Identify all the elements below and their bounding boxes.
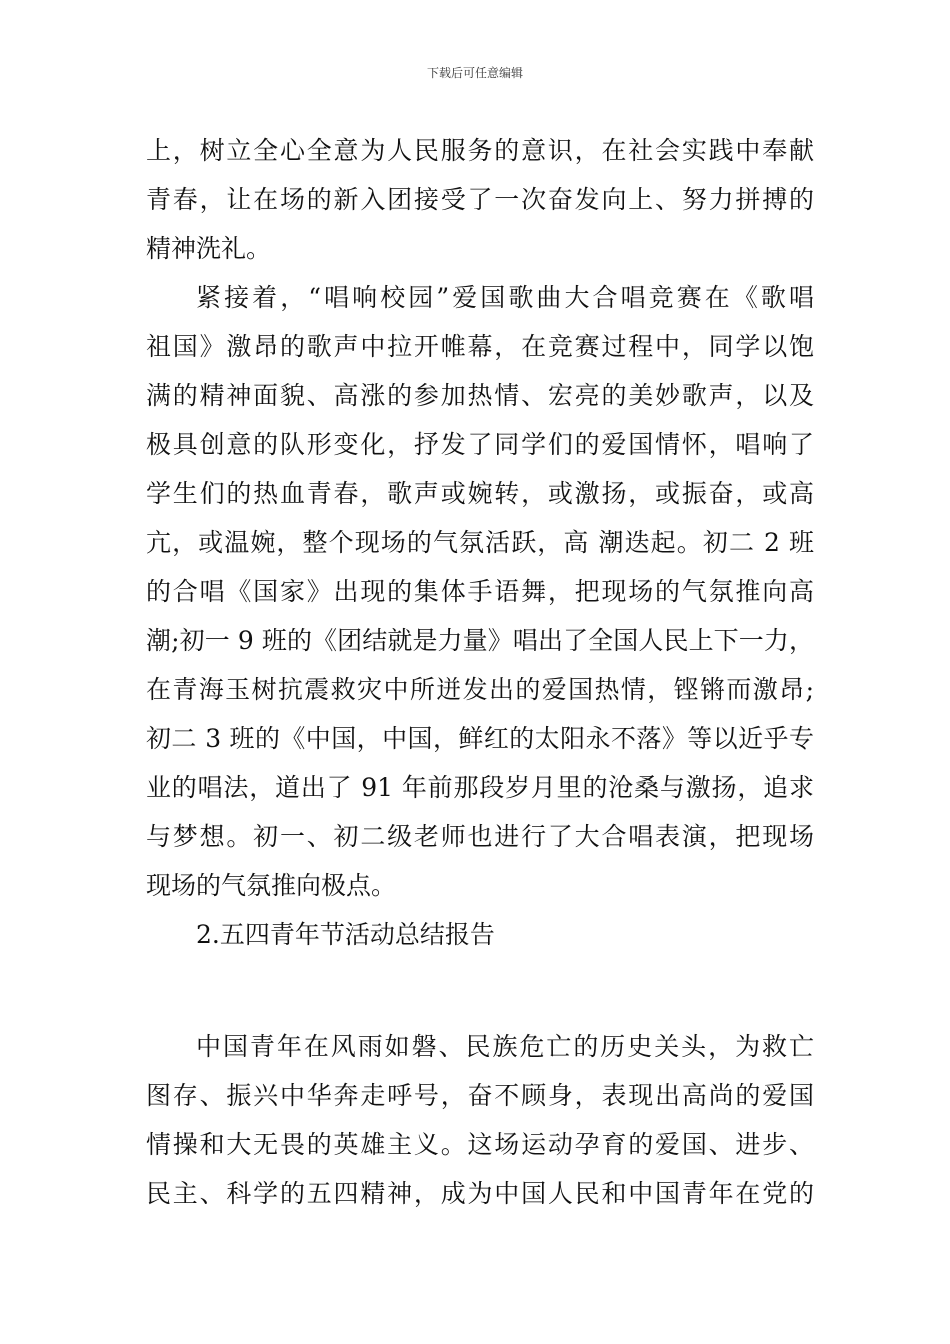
text-line: 极具创意的队形变化，抒发了同学们的爱国情怀，唱响了 xyxy=(146,430,814,459)
document-body xyxy=(146,126,814,1218)
text-line: 祖国》激昂的歌声中拉开帷幕，在竞赛过程中，同学以饱 xyxy=(146,332,814,361)
page-header: 下载后可任意编辑 xyxy=(426,66,523,80)
text-line: 的合唱《国家》出现的集体手语舞，把现场的气氛推向高 xyxy=(146,577,814,606)
text-line: 潮;初一 9 班的《团结就是力量》唱出了全国人民上下一力， xyxy=(146,626,814,655)
text-line: 上，树立全心全意为人民服务的意识，在社会实践中奉献 xyxy=(146,136,814,165)
text-line: 民主、科学的五四精神，成为中国人民和中国青年在党的 xyxy=(146,1179,814,1208)
text-line: 青春，让在场的新入团接受了一次奋发向上、努力拼搏的 xyxy=(146,185,814,214)
text-line: 初二 3 班的《中国，中国，鲜红的太阳永不落》等以近乎专 xyxy=(146,724,814,753)
blank-spacer xyxy=(146,959,814,1022)
text-line: 图存、振兴中华奔走呼号，奋不顾身，表现出高尚的爱国 xyxy=(146,1081,814,1110)
text-line: 业的唱法，道出了 91 年前那段岁月里的沧桑与激扬，追求 xyxy=(146,773,814,802)
text-line: 精神洗礼。 xyxy=(146,234,272,263)
text-line: 在青海玉树抗震救灾中所迸发出的爱国热情，铿锵而激昂; xyxy=(146,675,814,704)
text-line: 学生们的热血青春，歌声或婉转，或激扬，或振奋，或高 xyxy=(146,479,814,508)
section-heading: 2.五四青年节活动总结报告 xyxy=(196,920,495,949)
text-line: 与梦想。初一、初二级老师也进行了大合唱表演，把现场 xyxy=(146,822,814,851)
paragraph-first-line: 紧接着，“唱响校园”爱国歌曲大合唱竞赛在《歌唱 xyxy=(196,283,814,312)
text-line: 情操和大无畏的英雄主义。这场运动孕育的爱国、进步、 xyxy=(146,1130,814,1159)
text-line: 满的精神面貌、高涨的参加热情、宏亮的美妙歌声，以及 xyxy=(146,381,814,410)
paragraph-first-line: 中国青年在风雨如磐、民族危亡的历史关头，为救亡 xyxy=(196,1032,814,1061)
text-line: 亢，或温婉，整个现场的气氛活跃，高 潮迭起。初二 2 班 xyxy=(146,528,814,557)
text-line: 现场的气氛推向极点。 xyxy=(146,871,397,900)
